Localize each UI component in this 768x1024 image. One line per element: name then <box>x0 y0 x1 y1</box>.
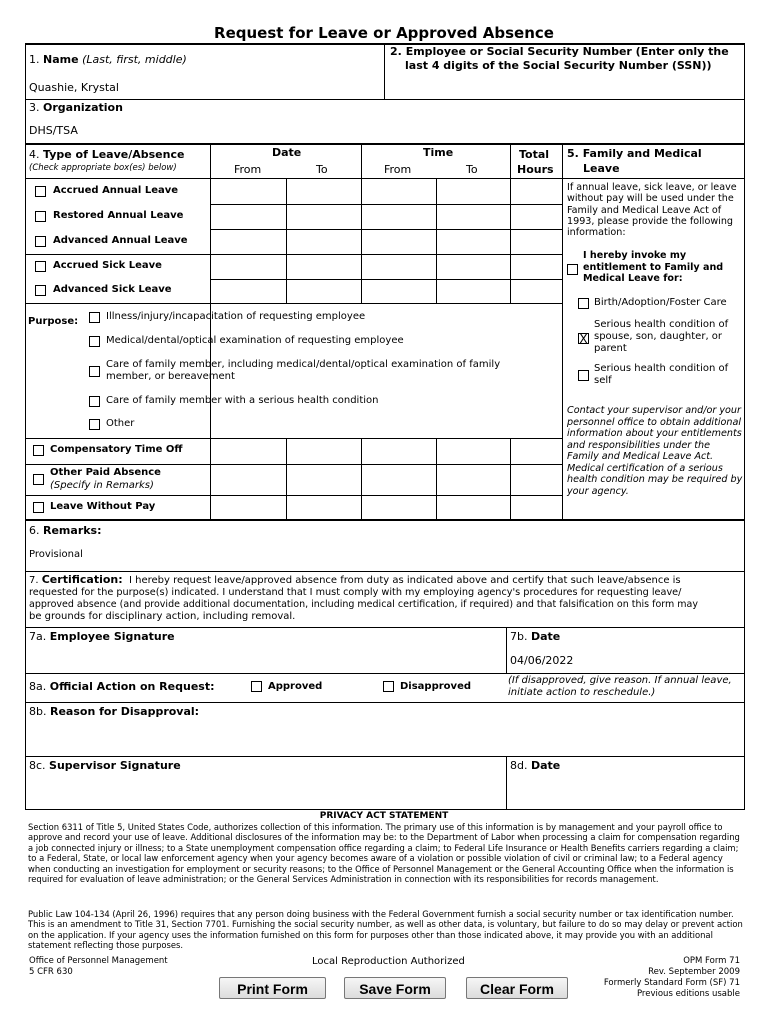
fmla-contact-note: Contact your supervisor and/or your personnel office to obtain additional information about your entitlements and responsibilities under the Family and Medical Leave Act. Medical certification of a serious health condition may be required by your agency. <box>567 405 743 497</box>
footer-previous-editions: Previous editions usable <box>636 989 740 999</box>
date-to-header: To <box>316 163 328 176</box>
certification-line4: be grounds for disciplinary action, including removal. <box>29 611 296 622</box>
date-from-header: From <box>234 163 262 176</box>
restored-annual-label: Restored Annual Leave <box>53 210 184 221</box>
clear-form-button[interactable]: Clear Form <box>466 977 568 999</box>
certification-line1: 7. Certification: I hereby request leave/approved absence from duty as indicated above and certify that such leave/absence is <box>29 573 681 586</box>
organization-value[interactable]: DHS/TSA <box>29 124 78 137</box>
fmla-serious-self-checkbox[interactable] <box>578 370 589 381</box>
employee-signature-label: 7a. Employee Signature <box>29 630 175 643</box>
fmla-birth-label: Birth/Adoption/Foster Care <box>594 297 727 308</box>
reason-disapproval-label: 8b. Reason for Disapproval: <box>29 705 200 718</box>
purpose-care-label-line2: member, or bereavement <box>106 371 235 382</box>
ssn-label: 2. Employee or Social Security Number (Enter only the <box>390 45 729 58</box>
approved-checkbox[interactable] <box>251 681 262 692</box>
hours-header: Hours <box>517 163 554 176</box>
total-header: Total <box>519 148 550 161</box>
restored-annual-checkbox[interactable] <box>35 211 46 222</box>
footer-opm: Office of Personnel Management <box>29 956 168 966</box>
frame-right <box>744 43 745 810</box>
advanced-annual-label: Advanced Annual Leave <box>53 235 188 246</box>
other-paid-label: Other Paid Absence <box>50 467 161 478</box>
fmla-serious-self-label: Serious health condition of self <box>594 363 729 386</box>
footer-formerly: Formerly Standard Form (SF) 71 <box>603 978 740 988</box>
comp-time-checkbox[interactable] <box>33 445 44 456</box>
organization-label: 3. Organization <box>29 101 123 114</box>
remarks-value[interactable]: Provisional <box>29 549 83 560</box>
supervisor-date-label: 8d. Date <box>510 759 561 772</box>
certification-line2: requested for the purpose(s) indicated. I understand that I must comply with my employing agency's procedures for requesting leave/ <box>29 587 682 598</box>
accrued-sick-checkbox[interactable] <box>35 261 46 272</box>
form-title: Request for Leave or Approved Absence <box>214 24 554 42</box>
employee-signature-field[interactable] <box>30 645 500 671</box>
comp-time-label: Compensatory Time Off <box>50 444 183 455</box>
fmla-intro: If annual leave, sick leave, or leave without pay will be used under the Family and Medical Leave Act of 1993, please provide the following information: <box>567 182 737 239</box>
official-action-label: 8a. Official Action on Request: <box>29 680 215 693</box>
purpose-other-checkbox[interactable] <box>89 419 100 430</box>
other-paid-checkbox[interactable] <box>33 474 44 485</box>
fmla-invoke-label: I hereby invoke my entitlement to Family and Medical Leave for: <box>583 250 724 284</box>
fmla-label-line2: Leave <box>583 162 620 175</box>
supervisor-signature-label: 8c. Supervisor Signature <box>29 759 181 772</box>
lwop-checkbox[interactable] <box>33 502 44 513</box>
employee-date-value[interactable]: 04/06/2022 <box>510 654 574 667</box>
disapproved-checkbox[interactable] <box>383 681 394 692</box>
print-form-button[interactable]: Print Form <box>219 977 326 999</box>
footer-cfr: 5 CFR 630 <box>29 967 73 977</box>
fmla-invoke-checkbox[interactable] <box>567 264 578 275</box>
save-form-button[interactable]: Save Form <box>344 977 446 999</box>
accrued-sick-label: Accrued Sick Leave <box>53 260 162 271</box>
footer-revision: Rev. September 2009 <box>648 967 740 977</box>
advanced-sick-checkbox[interactable] <box>35 285 46 296</box>
ssn-label-line2: last 4 digits of the Social Security Number (SSN)) <box>405 59 712 72</box>
purpose-medical-label: Medical/dental/optical examination of requesting employee <box>106 335 404 346</box>
date-header: Date <box>272 146 302 159</box>
frame-left <box>25 43 26 810</box>
fmla-serious-family-label: Serious health condition of spouse, son, daughter, or parent <box>594 319 729 354</box>
approved-label: Approved <box>268 681 323 692</box>
footer-reproduction: Local Reproduction Authorized <box>312 956 465 967</box>
purpose-label: Purpose: <box>28 316 79 327</box>
privacy-title: PRIVACY ACT STATEMENT <box>319 811 449 821</box>
supervisor-date-field[interactable] <box>510 774 740 807</box>
lwop-label: Leave Without Pay <box>50 501 156 512</box>
leave-type-label: 4. Type of Leave/Absence <box>29 148 185 161</box>
purpose-illness-label: Illness/injury/incapacitation of requesting employee <box>106 311 366 322</box>
purpose-other-label: Other <box>106 418 135 429</box>
supervisor-signature-field[interactable] <box>30 774 500 807</box>
name-label: 1. Name (Last, first, middle) <box>29 53 187 66</box>
time-to-header: To <box>466 163 478 176</box>
privacy-paragraph-1: Section 6311 of Title 5, United States Code, authorizes collection of this information. The primary use of this information is by management and your payroll office to approve and record your use of leave. Additional disclosures of the information may be: to the Department of Labor when processing a claim for compensation regarding a job connected injury or illness; to a State unemployment compensation office regarding a claim; to Federal Life Insurance or Health Benefits carriers regarding a claim; to a Federal, State, or local law enforcement agency when your agency becomes aware of a violation or possible violation of civil or criminal law; to a Federal agency when conducting an investigation for employment or security reasons; to the Office of Personnel Management or the General Accounting Office when the information is required for evaluation of leave administration; or the General Services Administration in connection with its responsibilities for records management. <box>28 822 740 885</box>
disapproved-label: Disapproved <box>400 681 472 692</box>
time-header: Time <box>423 146 454 159</box>
purpose-care-label: Care of family member, including medical/dental/optical examination of family <box>106 359 501 370</box>
employee-date-label: 7b. Date <box>510 630 561 643</box>
accrued-annual-checkbox[interactable] <box>35 186 46 197</box>
footer-form-number: OPM Form 71 <box>683 956 740 966</box>
privacy-paragraph-2: Public Law 104-134 (April 26, 1996) requires that any person doing business with the Federal Government furnish a social security number or tax identification number. This is an amendment to Title 31, Section 7701. Furnishing the social security number, as well as other data, is voluntary, but failure to do so may delay or prevent action on the application. If your agency uses the information furnished on this form for purposes other than those indicated above, it may provide you with an additional statement reflecting those purposes. <box>28 909 743 951</box>
remarks-label: 6. Remarks: <box>29 524 102 537</box>
accrued-annual-label: Accrued Annual Leave <box>53 185 179 196</box>
leave-type-hint: (Check appropriate box(es) below) <box>29 163 177 173</box>
official-action-note-line2: initiate action to reschedule.) <box>508 687 656 698</box>
official-action-note-line1: (If disapproved, give reason. If annual leave, <box>508 675 732 686</box>
time-from-header: From <box>384 163 412 176</box>
fmla-serious-family-checkbox[interactable]: X <box>579 332 588 346</box>
name-value[interactable]: Quashie, Krystal <box>29 81 119 94</box>
fmla-label: 5. Family and Medical <box>567 147 702 160</box>
purpose-illness-checkbox[interactable] <box>89 312 100 323</box>
other-paid-hint: (Specify in Remarks) <box>50 480 154 491</box>
ssn-input[interactable] <box>390 76 740 96</box>
advanced-sick-label: Advanced Sick Leave <box>53 284 172 295</box>
purpose-care-serious-checkbox[interactable] <box>89 396 100 407</box>
reason-disapproval-field[interactable] <box>30 720 740 754</box>
purpose-care-serious-label: Care of family member with a serious health condition <box>106 395 379 406</box>
fmla-birth-checkbox[interactable] <box>578 298 589 309</box>
advanced-annual-checkbox[interactable] <box>35 236 46 247</box>
purpose-medical-checkbox[interactable] <box>89 336 100 347</box>
purpose-care-checkbox[interactable] <box>89 366 100 377</box>
certification-line3: approved absence (and provide additional documentation, including medical certification, if required) and that falsification on this form may <box>29 599 698 610</box>
